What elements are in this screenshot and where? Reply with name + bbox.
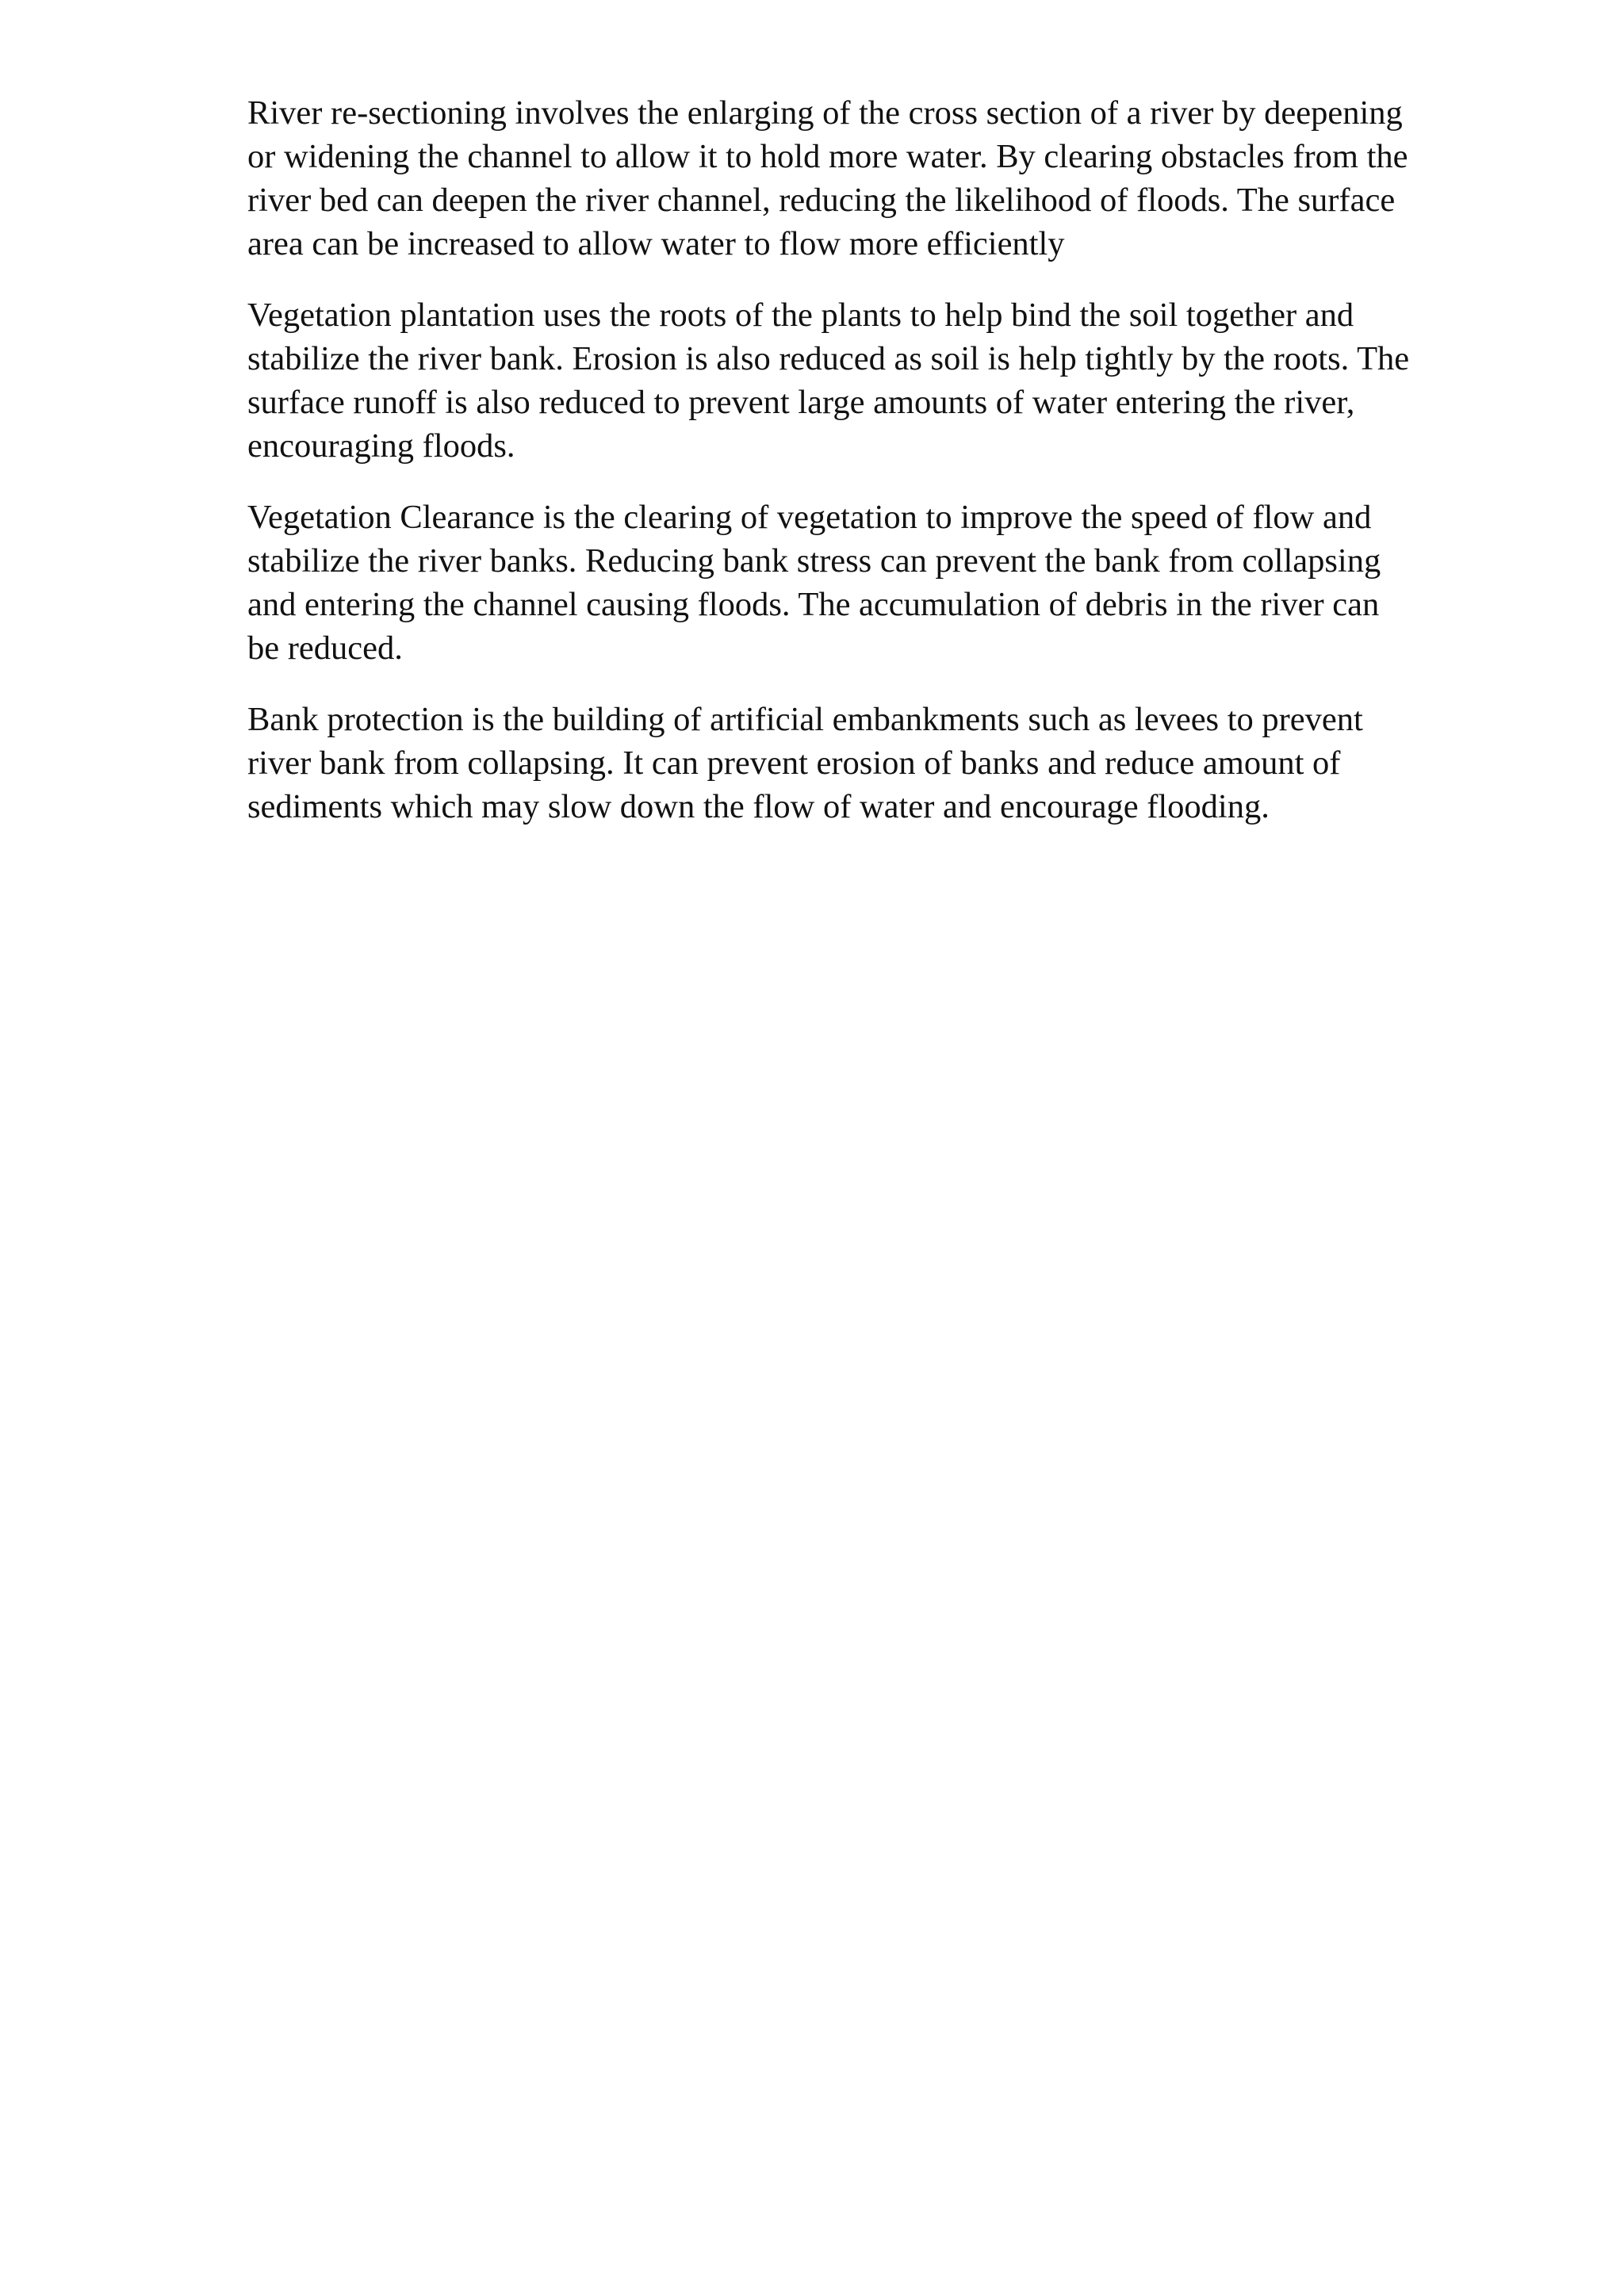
paragraph-line: or widening the channel to allow it to hold more water. By clearing obstacles from the — [247, 138, 1408, 175]
paragraph-line: Vegetation Clearance is the clearing of vegetation to improve the speed of flow and — [247, 499, 1372, 536]
paragraph-line: area can be increased to allow water to flow more efficiently — [247, 225, 1065, 262]
paragraph-line: encouraging floods. — [247, 427, 515, 465]
paragraph-line: river bed can deepen the river channel, reducing the likelihood of floods. The surface — [247, 182, 1396, 219]
paragraph-line: sediments which may slow down the flow of water and encourage flooding. — [247, 788, 1270, 825]
paragraph-line: and entering the channel causing floods. The accumulation of debris in the river can — [247, 586, 1380, 623]
paragraph-bank-protection — [247, 698, 1389, 828]
document-body — [247, 91, 1410, 856]
paragraph-vegetation-plantation — [247, 293, 1410, 468]
paragraph-line: stabilize the river bank. Erosion is also reduced as soil is help tightly by the roots. The — [247, 340, 1410, 377]
paragraph-line: surface runoff is also reduced to prevent large amounts of water entering the river, — [247, 384, 1355, 421]
paragraph-line: Vegetation plantation uses the roots of the plants to help bind the soil together and — [247, 297, 1354, 334]
paragraph-line: River re-sectioning involves the enlarging of the cross section of a river by deepening — [247, 94, 1403, 132]
paragraph-line: Bank protection is the building of artificial embankments such as levees to prevent — [247, 701, 1363, 738]
paragraph-line: river bank from collapsing. It can prevent erosion of banks and reduce amount of — [247, 744, 1341, 782]
paragraph-line: stabilize the river banks. Reducing bank stress can prevent the bank from collapsing — [247, 542, 1381, 580]
paragraph-line: be reduced. — [247, 629, 403, 667]
paragraph-vegetation-clearance — [247, 496, 1389, 670]
paragraph-river-resectioning — [247, 91, 1408, 266]
